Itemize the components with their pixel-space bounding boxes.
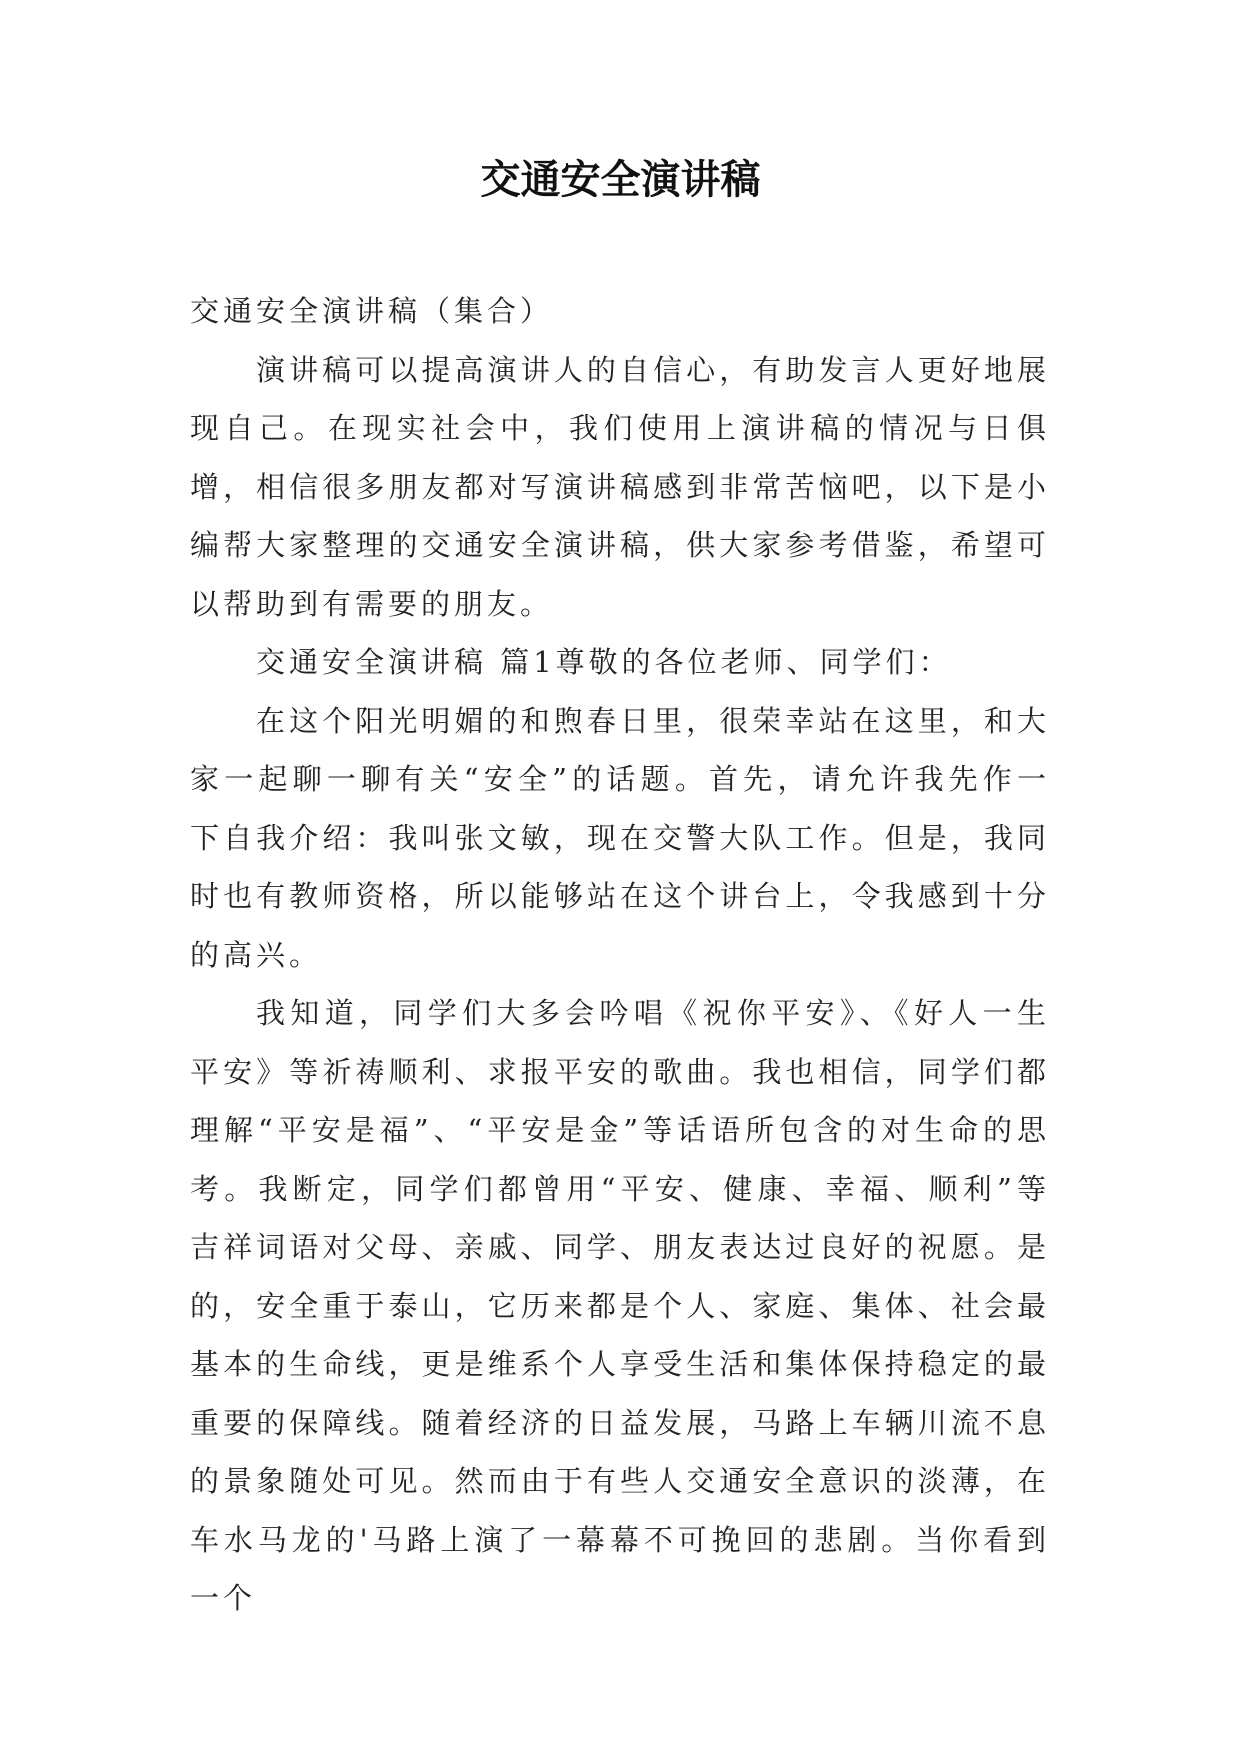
greeting-paragraph: 在这个阳光明媚的和煦春日里，很荣幸站在这里，和大家一起聊一聊有关“安全”的话题。首先，请允许我先作一下自我介绍：我叫张文敏，现在交警大队工作。但是，我同时也有教师资格，所以能够站在这个讲台上，令我感到十分的高兴。 (190, 703, 1050, 972)
intro-paragraph: 演讲稿可以提高演讲人的自信心，有助发言人更好地展现自己。在现实社会中，我们使用上演讲稿的情况与日俱增，相信很多朋友都对写演讲稿感到非常苦恼吧，以下是小编帮大家整理的交通安全演讲稿，供大家参考借鉴，希望可以帮助到有需要的朋友。 (190, 352, 1050, 621)
section-heading-paragraph: 交通安全演讲稿 篇1尊敬的各位老师、同学们： (256, 645, 952, 679)
subtitle-paragraph: 交通安全演讲稿（集合） (190, 294, 554, 328)
document-title: 交通安全演讲稿 (480, 157, 761, 203)
document-body (190, 282, 1050, 1628)
body-paragraph: 我知道，同学们大多会吟唱《祝你平安》、《好人一生平安》等祈祷顺利、求报平安的歌曲。我也相信，同学们都理解“平安是福”、“平安是金”等话语所包含的对生命的思考。我断定，同学们都曾用“平安、健康、幸福、顺利”等吉祥词语对父母、亲戚、同学、朋友表达过良好的祝愿。是的，安全重于泰山，它历来都是个人、家庭、集体、社会最基本的生命线，更是维系个人享受生活和集体保持稳定的最重要的保障线。随着经济的日益发展，马路上车辆川流不息的景象随处可见。然而由于有些人交通安全意识的淡薄，在车水马龙的'马路上演了一幕幕不可挽回的悲剧。当你看到一个 (190, 996, 1050, 1615)
